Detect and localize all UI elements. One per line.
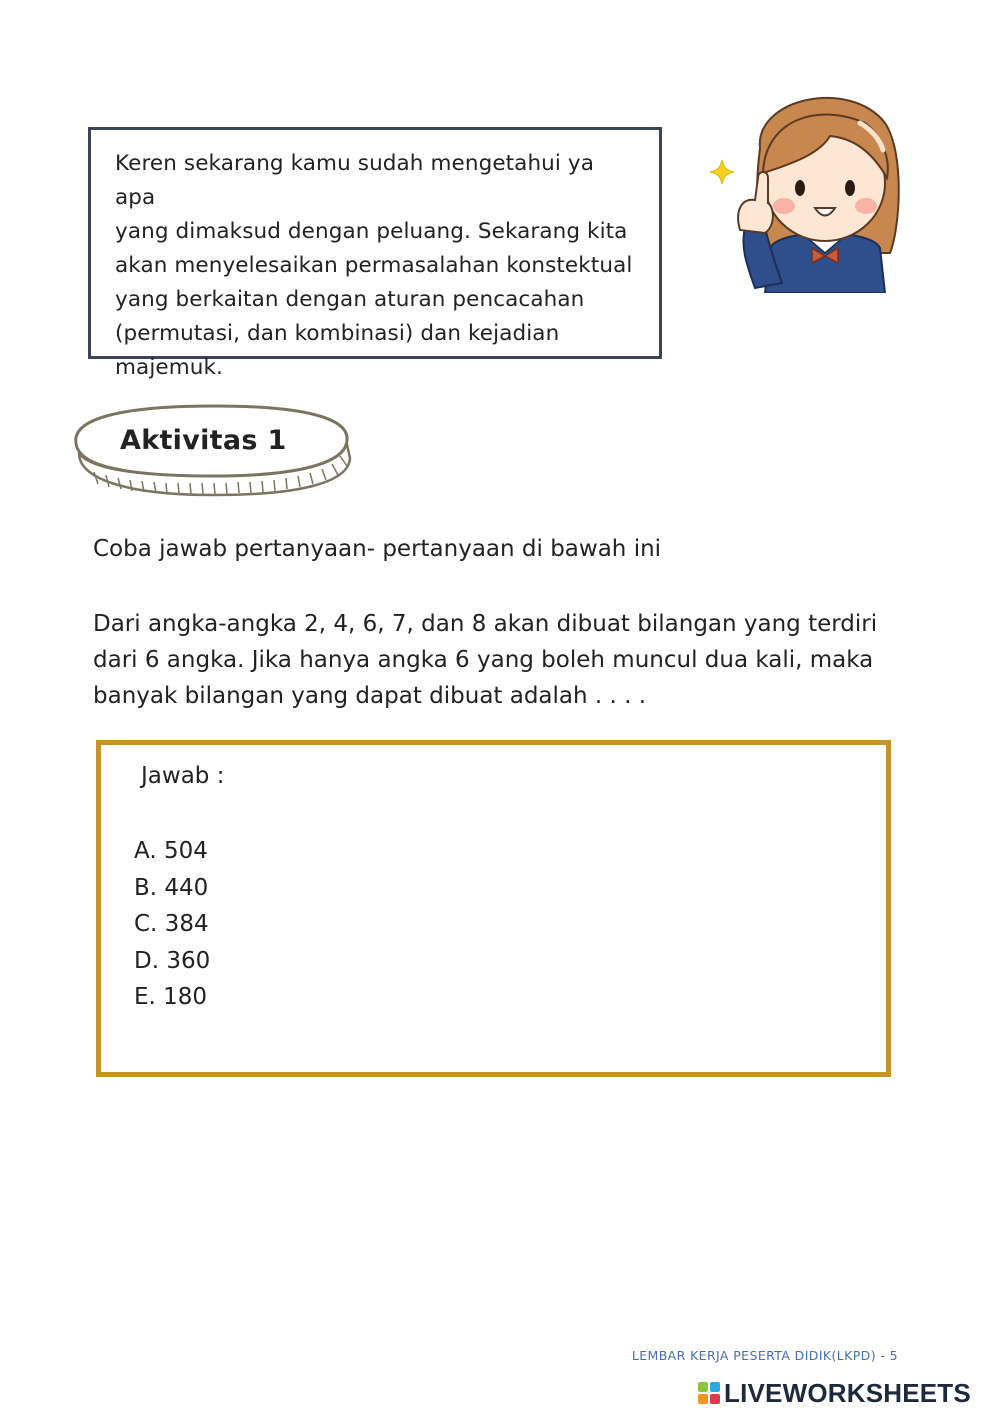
option-d[interactable]: D. 360 bbox=[134, 947, 211, 974]
brand-text: LIVEWORKSHEETS bbox=[724, 1377, 971, 1408]
sparkle-icon bbox=[710, 160, 734, 184]
girl-pointing-illustration bbox=[700, 78, 910, 293]
intro-box bbox=[88, 127, 662, 380]
footer-page-label: LEMBAR KERJA PESERTA DIDIK(LKPD) - 5 bbox=[631, 1348, 898, 1363]
option-a[interactable]: A. 504 bbox=[134, 838, 208, 864]
liveworksheets-brand[interactable] bbox=[697, 1377, 971, 1409]
prompt-text: Coba jawab pertanyaan- pertanyaan di bawah ini bbox=[93, 536, 662, 562]
option-b[interactable]: B. 440 bbox=[134, 874, 209, 901]
option-c[interactable]: C. 384 bbox=[134, 911, 209, 937]
intro-text: Keren sekarang kamu sudah mengetahui ya apa yang dimaksud dengan peluang. Sekarang kita akan menyelesaikan permasalahan konstektual yang berkaitan dengan aturan pencacahan (permutasi, dan kombinasi) dan kejadian majemuk. bbox=[115, 151, 633, 380]
liveworksheets-logo-icon bbox=[697, 1381, 721, 1405]
question-text: Dari angka-angka 2, 4, 6, 7, dan 8 akan dibuat bilangan yang terdiri dari 6 angka. Jika hanya angka 6 yang boleh muncul dua kali, maka banyak bilangan yang dapat dibuat adalah . . . . bbox=[93, 611, 878, 709]
answer-label: Jawab : bbox=[141, 763, 225, 789]
activity-title: Aktivitas 1 bbox=[120, 425, 287, 456]
option-e[interactable]: E. 180 bbox=[134, 984, 208, 1010]
answer-options bbox=[134, 833, 210, 1016]
answer-box bbox=[96, 740, 891, 1077]
